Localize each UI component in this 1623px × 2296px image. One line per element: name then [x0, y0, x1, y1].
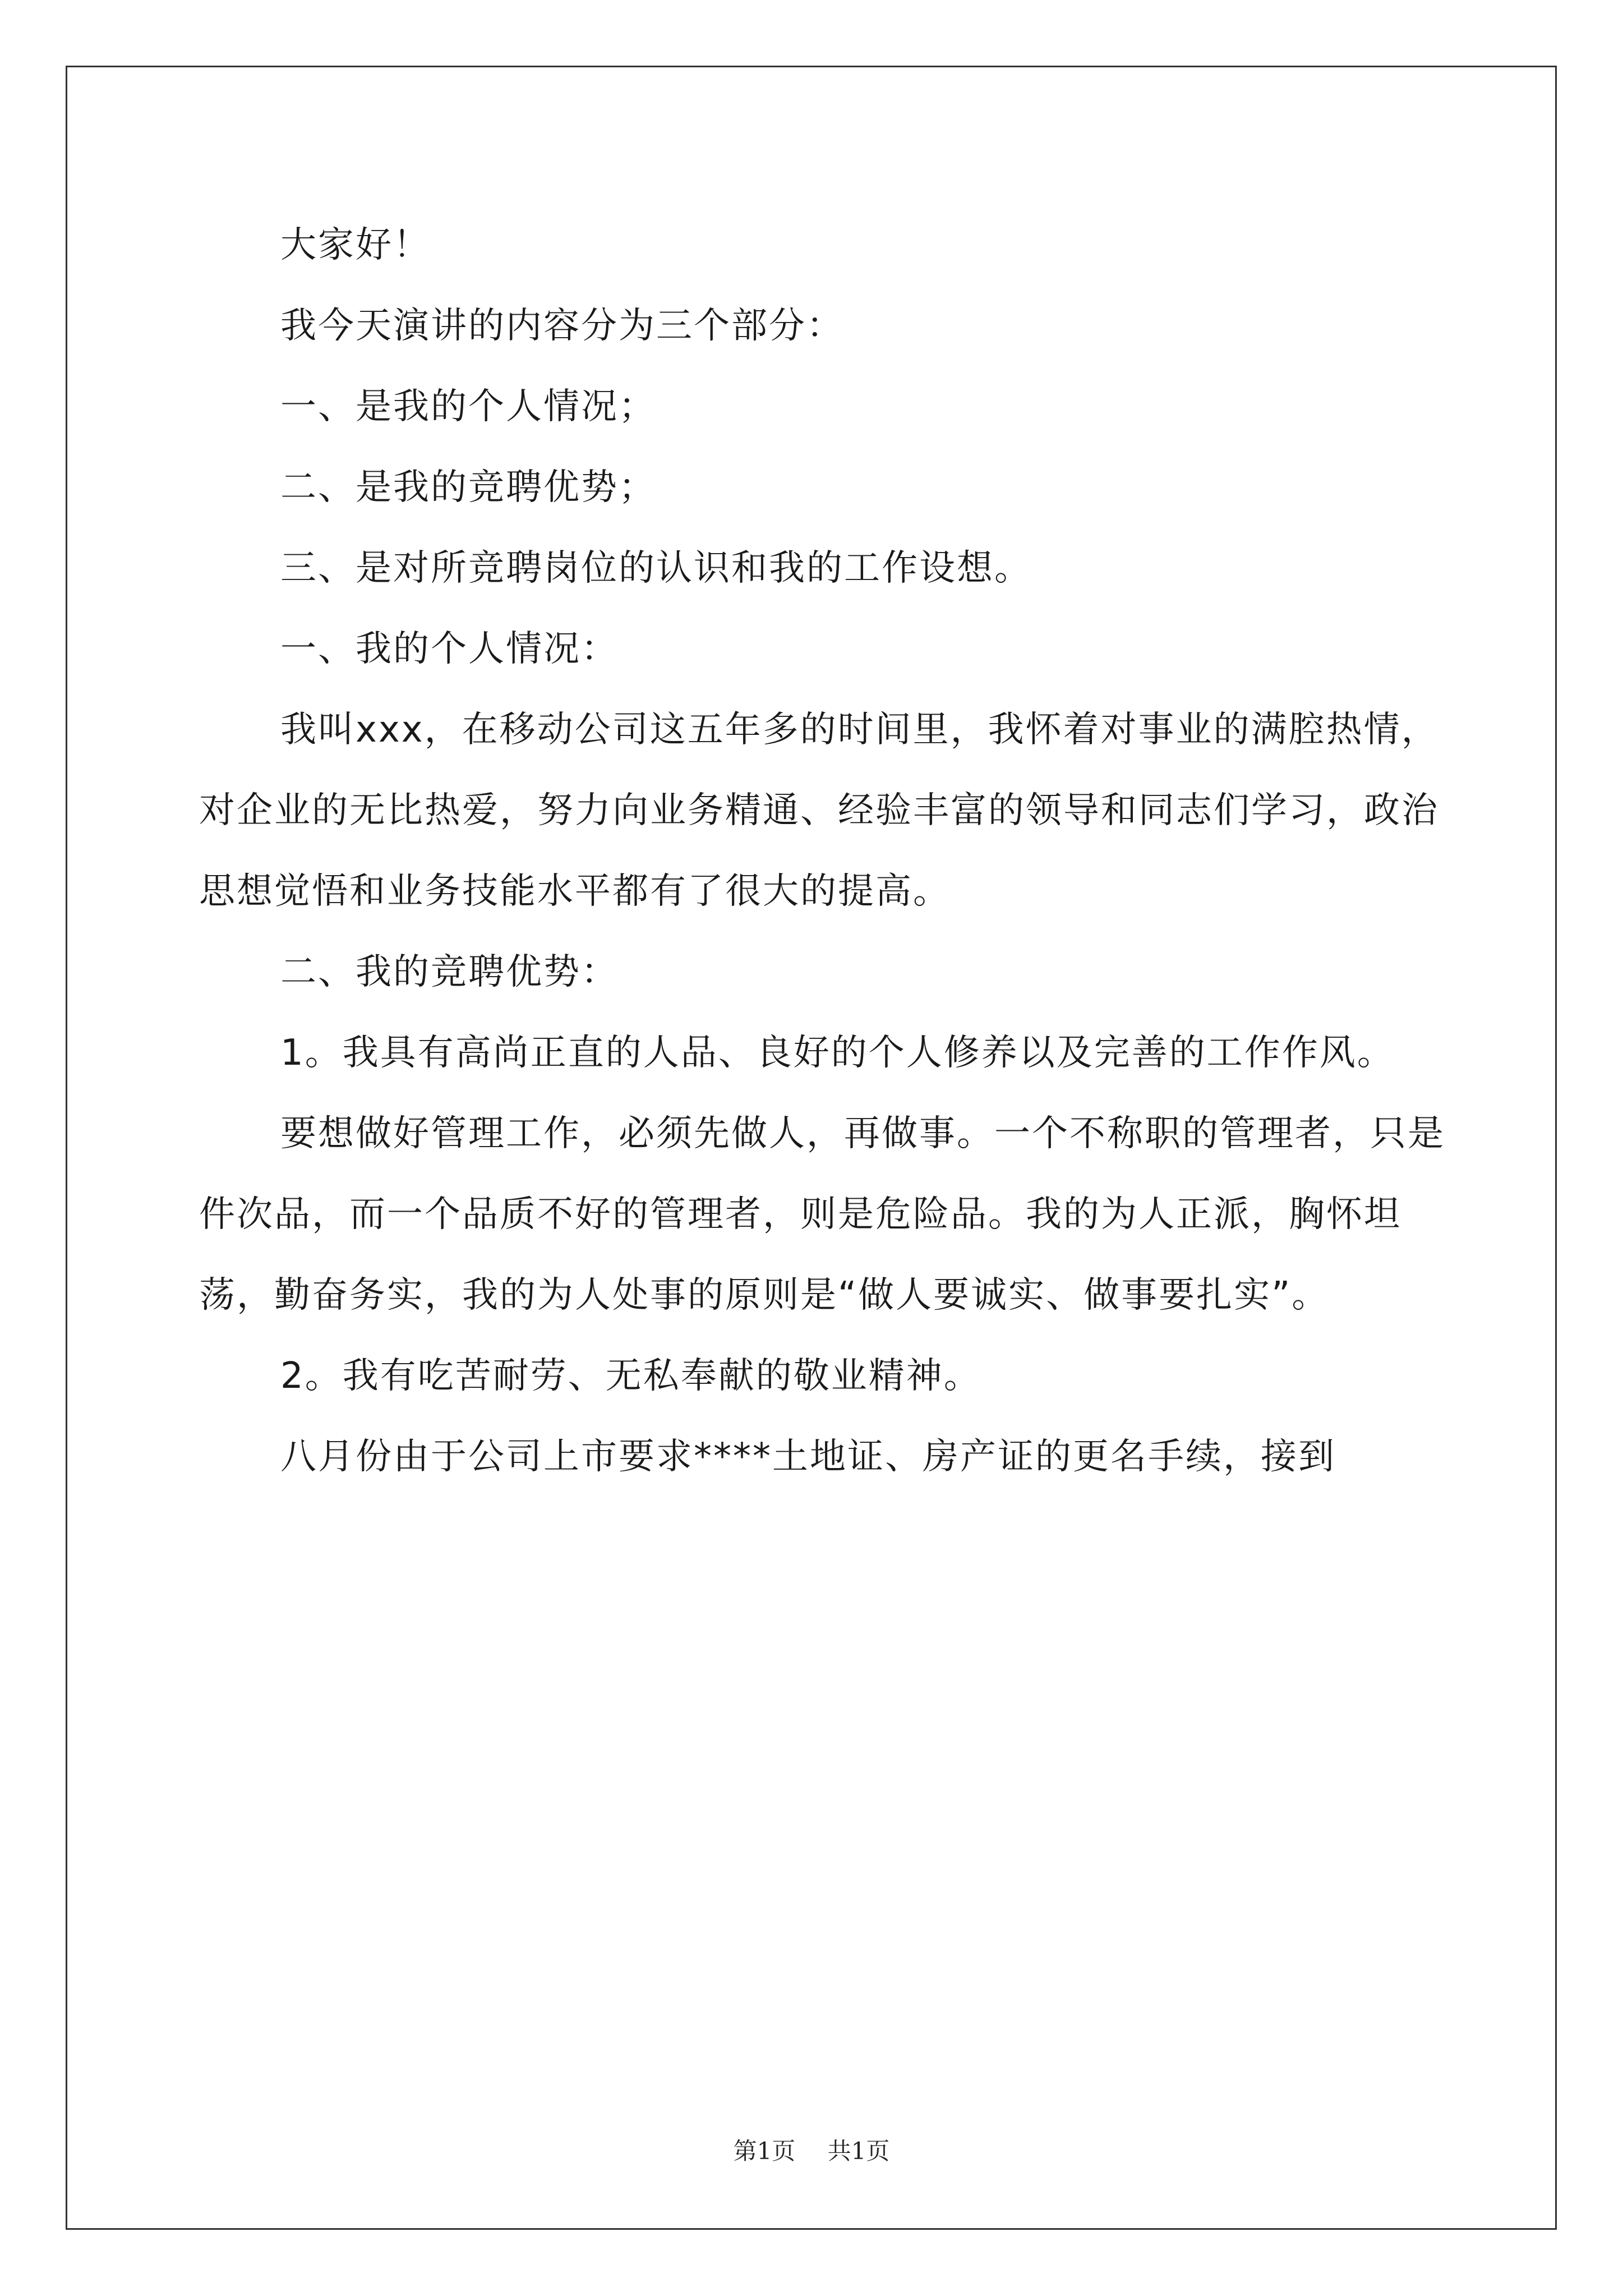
paragraph-outline-item-3: 三、是对所竞聘岗位的认识和我的工作设想。	[280, 547, 1032, 589]
document-body	[199, 205, 1472, 1497]
paragraph-advantage-1-detail: 要想做好管理工作，必须先做人，再做事。一个不称职的管理者，只是件次品，而一个品质不好的管理者，则是危险品。我的为人正派，胸怀坦荡，勤奋务实，我的为人处事的原则是“做人要诚实、做事要扎实”。	[199, 1113, 1445, 1316]
paragraph-outline-item-1: 一、是我的个人情况；	[280, 386, 656, 427]
paragraph-advantage-2: 2。我有吃苦耐劳、无私奉献的敬业精神。	[280, 1355, 981, 1397]
paragraph-outline-item-2: 二、是我的竞聘优势；	[280, 467, 656, 508]
page-footer	[0, 2133, 1623, 2166]
paragraph-greeting: 大家好！	[280, 224, 431, 266]
section-heading-advantages: 二、我的竞聘优势：	[280, 951, 619, 993]
paragraph-advantage-2-detail: 八月份由于公司上市要求****土地证、房产证的更名手续，接到	[280, 1436, 1336, 1478]
section-heading-personal: 一、我的个人情况：	[280, 628, 619, 670]
page-number-total: 共1页	[827, 2137, 890, 2165]
paragraph-advantage-1: 1。我具有高尚正直的人品、良好的个人修养以及完善的工作作风。	[280, 1032, 1395, 1074]
page-number-current: 第1页	[733, 2137, 796, 2165]
paragraph-personal-info: 我叫xxx，在移动公司这五年多的时间里，我怀着对事业的满腔热情，对企业的无比热爱，努力向业务精通、经验丰富的领导和同志们学习，政治思想觉悟和业务技能水平都有了很大的提高。	[199, 709, 1439, 912]
paragraph-outline-intro: 我今天演讲的内容分为三个部分：	[280, 305, 844, 347]
